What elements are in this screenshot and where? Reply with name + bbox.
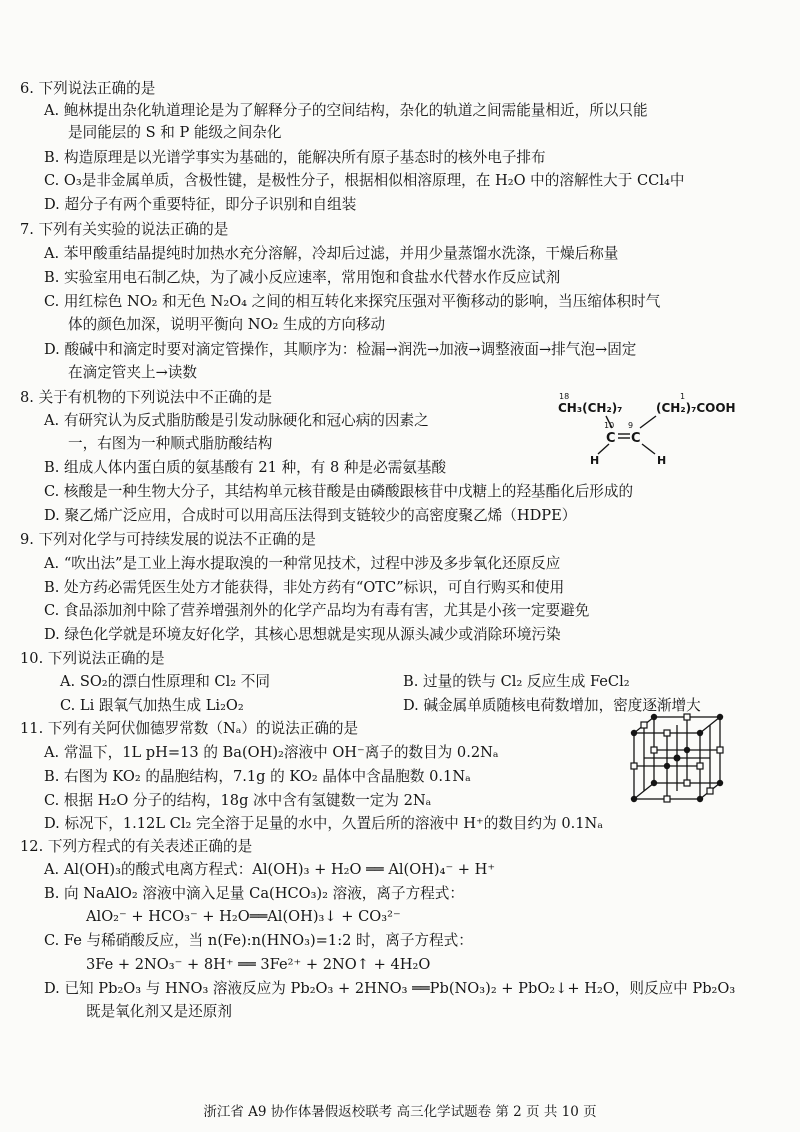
q8-option-c: C. 核酸是一种生物大分子，其结构单元核苷酸是由磷酸跟核苷中戊糖上的羟基酯化后形成的 (44, 483, 634, 500)
structure-label: 18 (559, 392, 570, 401)
q8-option-b: B. 组成人体内蛋白质的氨基酸有 21 种，有 8 种是必需氨基酸 (44, 459, 447, 476)
structure-label: H (657, 454, 667, 467)
q10-option-b: B. 过量的铁与 Cl₂ 反应生成 FeCl₂ (403, 673, 630, 690)
q9-option-a: A. “吹出法”是工业上海水提取溴的一种常见技术，过程中涉及多步氧化还原反应 (44, 555, 561, 572)
q7-option-d: D. 酸碱中和滴定时要对滴定管操作，其顺序为：检漏→润洗→加液→调整液面→排气泡→固定 (44, 341, 637, 358)
q11-option-a: A. 常温下，1L pH=13 的 Ba(OH)₂溶液中 OH⁻离子的数目为 0.2Nₐ (44, 744, 499, 761)
q7-option-a: A. 苯甲酸重结晶提纯时加热水充分溶解，冷却后过滤，并用少量蒸馏水洗涤，干燥后称量 (44, 245, 619, 262)
q6-option-a-cont: 是同能层的 S 和 P 能级之间杂化 (68, 124, 282, 141)
q10-option-a: A. SO₂的漂白性原理和 Cl₂ 不同 (60, 673, 270, 690)
page-footer: 浙江省 A9 协作体暑假返校联考 高三化学试题卷 第 2 页 共 10 页 (203, 1104, 597, 1120)
ko2-unit-cell-diagram (628, 713, 728, 805)
structure-label: (CH₂)₇COOH (656, 401, 736, 415)
q8-option-d: D. 聚乙烯广泛应用，合成时可以用高压法得到支链较少的高密度聚乙烯（HDPE） (44, 507, 577, 524)
q8-option-a: A. 有研究认为反式脂肪酸是引发动脉硬化和冠心病的因素之 (44, 412, 429, 429)
q12-option-c: C. Fe 与稀硝酸反应，当 n(Fe):n(HNO₃)=1:2 时，离子方程式： (44, 932, 473, 949)
q11-option-c: C. 根据 H₂O 分子的结构，18g 冰中含有氢键数一定为 2Nₐ (44, 792, 432, 809)
q6-option-b: B. 构造原理是以光谱学事实为基础的，能解决所有原子基态时的核外电子排布 (44, 149, 546, 166)
q11-option-b: B. 右图为 KO₂ 的晶胞结构，7.1g 的 KO₂ 晶体中含晶胞数 0.1Nₐ (44, 768, 471, 785)
q6-option-d: D. 超分子有两个重要特征，即分子识别和自组装 (44, 196, 357, 213)
fatty-acid-structure (556, 390, 776, 470)
q6-stem: 6. 下列说法正确的是 (20, 80, 156, 97)
q12-option-d-cont: 既是氧化剂又是还原剂 (86, 1003, 232, 1020)
q7-option-b: B. 实验室用电石制乙炔，为了减小反应速率，常用饱和食盐水代替水作反应试剂 (44, 269, 561, 286)
q9-stem: 9. 下列对化学与可持续发展的说法不正确的是 (20, 531, 316, 548)
structure-label: 10 (604, 421, 615, 430)
q7-option-d-cont: 在滴定管夹上→读数 (68, 364, 197, 381)
q12-option-b: B. 向 NaAlO₂ 溶液中滴入足量 Ca(HCO₃)₂ 溶液，离子方程式： (44, 885, 464, 902)
structure-label: C (631, 431, 641, 446)
q10-option-d: D. 碱金属单质随核电荷数增加，密度逐渐增大 (403, 697, 701, 714)
q11-stem: 11. 下列有关阿伏伽德罗常数（Nₐ）的说法正确的是 (20, 720, 359, 737)
q12-option-a: A. Al(OH)₃的酸式电离方程式：Al(OH)₃ + H₂O ══ Al(OH)₄⁻ + H⁺ (44, 861, 496, 878)
q10-stem: 10. 下列说法正确的是 (20, 650, 165, 667)
q7-stem: 7. 下列有关实验的说法正确的是 (20, 221, 229, 238)
structure-label: 1 (680, 392, 686, 401)
q12-option-d: D. 已知 Pb₂O₃ 与 HNO₃ 溶液反应为 Pb₂O₃ + 2HNO₃ ══Pb(NO₃)₂ + PbO₂↓+ H₂O，则反应中 Pb₂O₃ (44, 980, 736, 997)
q7-option-c: C. 用红棕色 NO₂ 和无色 N₂O₄ 之间的相互转化来探究压强对平衡移动的影响，当压缩体积时气 (44, 293, 661, 310)
q9-option-b: B. 处方药必需凭医生处方才能获得，非处方药有“OTC”标识，可自行购买和使用 (44, 579, 565, 596)
q10-option-c: C. Li 跟氧气加热生成 Li₂O₂ (60, 697, 244, 714)
q6-option-a: A. 鲍林提出杂化轨道理论是为了解释分子的空间结构，杂化的轨道之间需能量相近，所以只能 (44, 102, 648, 119)
structure-label: CH₃(CH₂)₇ (558, 401, 623, 415)
q9-option-d: D. 绿色化学就是环境友好化学，其核心思想就是实现从源头减少或消除环境污染 (44, 626, 561, 643)
q12-option-c-equation: 3Fe + 2NO₃⁻ + 8H⁺ ══ 3Fe²⁺ + 2NO↑ + 4H₂O (86, 956, 431, 973)
q9-option-c: C. 食品添加剂中除了营养增强剂外的化学产品均为有毒有害，尤其是小孩一定要避免 (44, 602, 590, 619)
q8-stem: 8. 关于有机物的下列说法中不正确的是 (20, 389, 273, 406)
q12-stem: 12. 下列方程式的有关表述正确的是 (20, 838, 253, 855)
structure-label: 9 (628, 421, 634, 430)
q8-option-a-cont: 一，右图为一种顺式脂肪酸结构 (68, 435, 273, 452)
q6-option-c: C. O₃是非金属单质，含极性键，是极性分子，根据相似相溶原理，在 H₂O 中的溶解性大于 CCl₄中 (44, 172, 685, 189)
structure-label: C (606, 431, 616, 446)
structure-label: H (590, 454, 600, 467)
q11-option-d: D. 标况下，1.12L Cl₂ 完全溶于足量的水中，久置后所的溶液中 H⁺的数目约为 0.1Nₐ (44, 815, 603, 832)
q12-option-b-equation: AlO₂⁻ + HCO₃⁻ + H₂O══Al(OH)₃↓ + CO₃²⁻ (86, 908, 401, 925)
q7-option-c-cont: 体的颜色加深，说明平衡向 NO₂ 生成的方向移动 (68, 316, 386, 333)
